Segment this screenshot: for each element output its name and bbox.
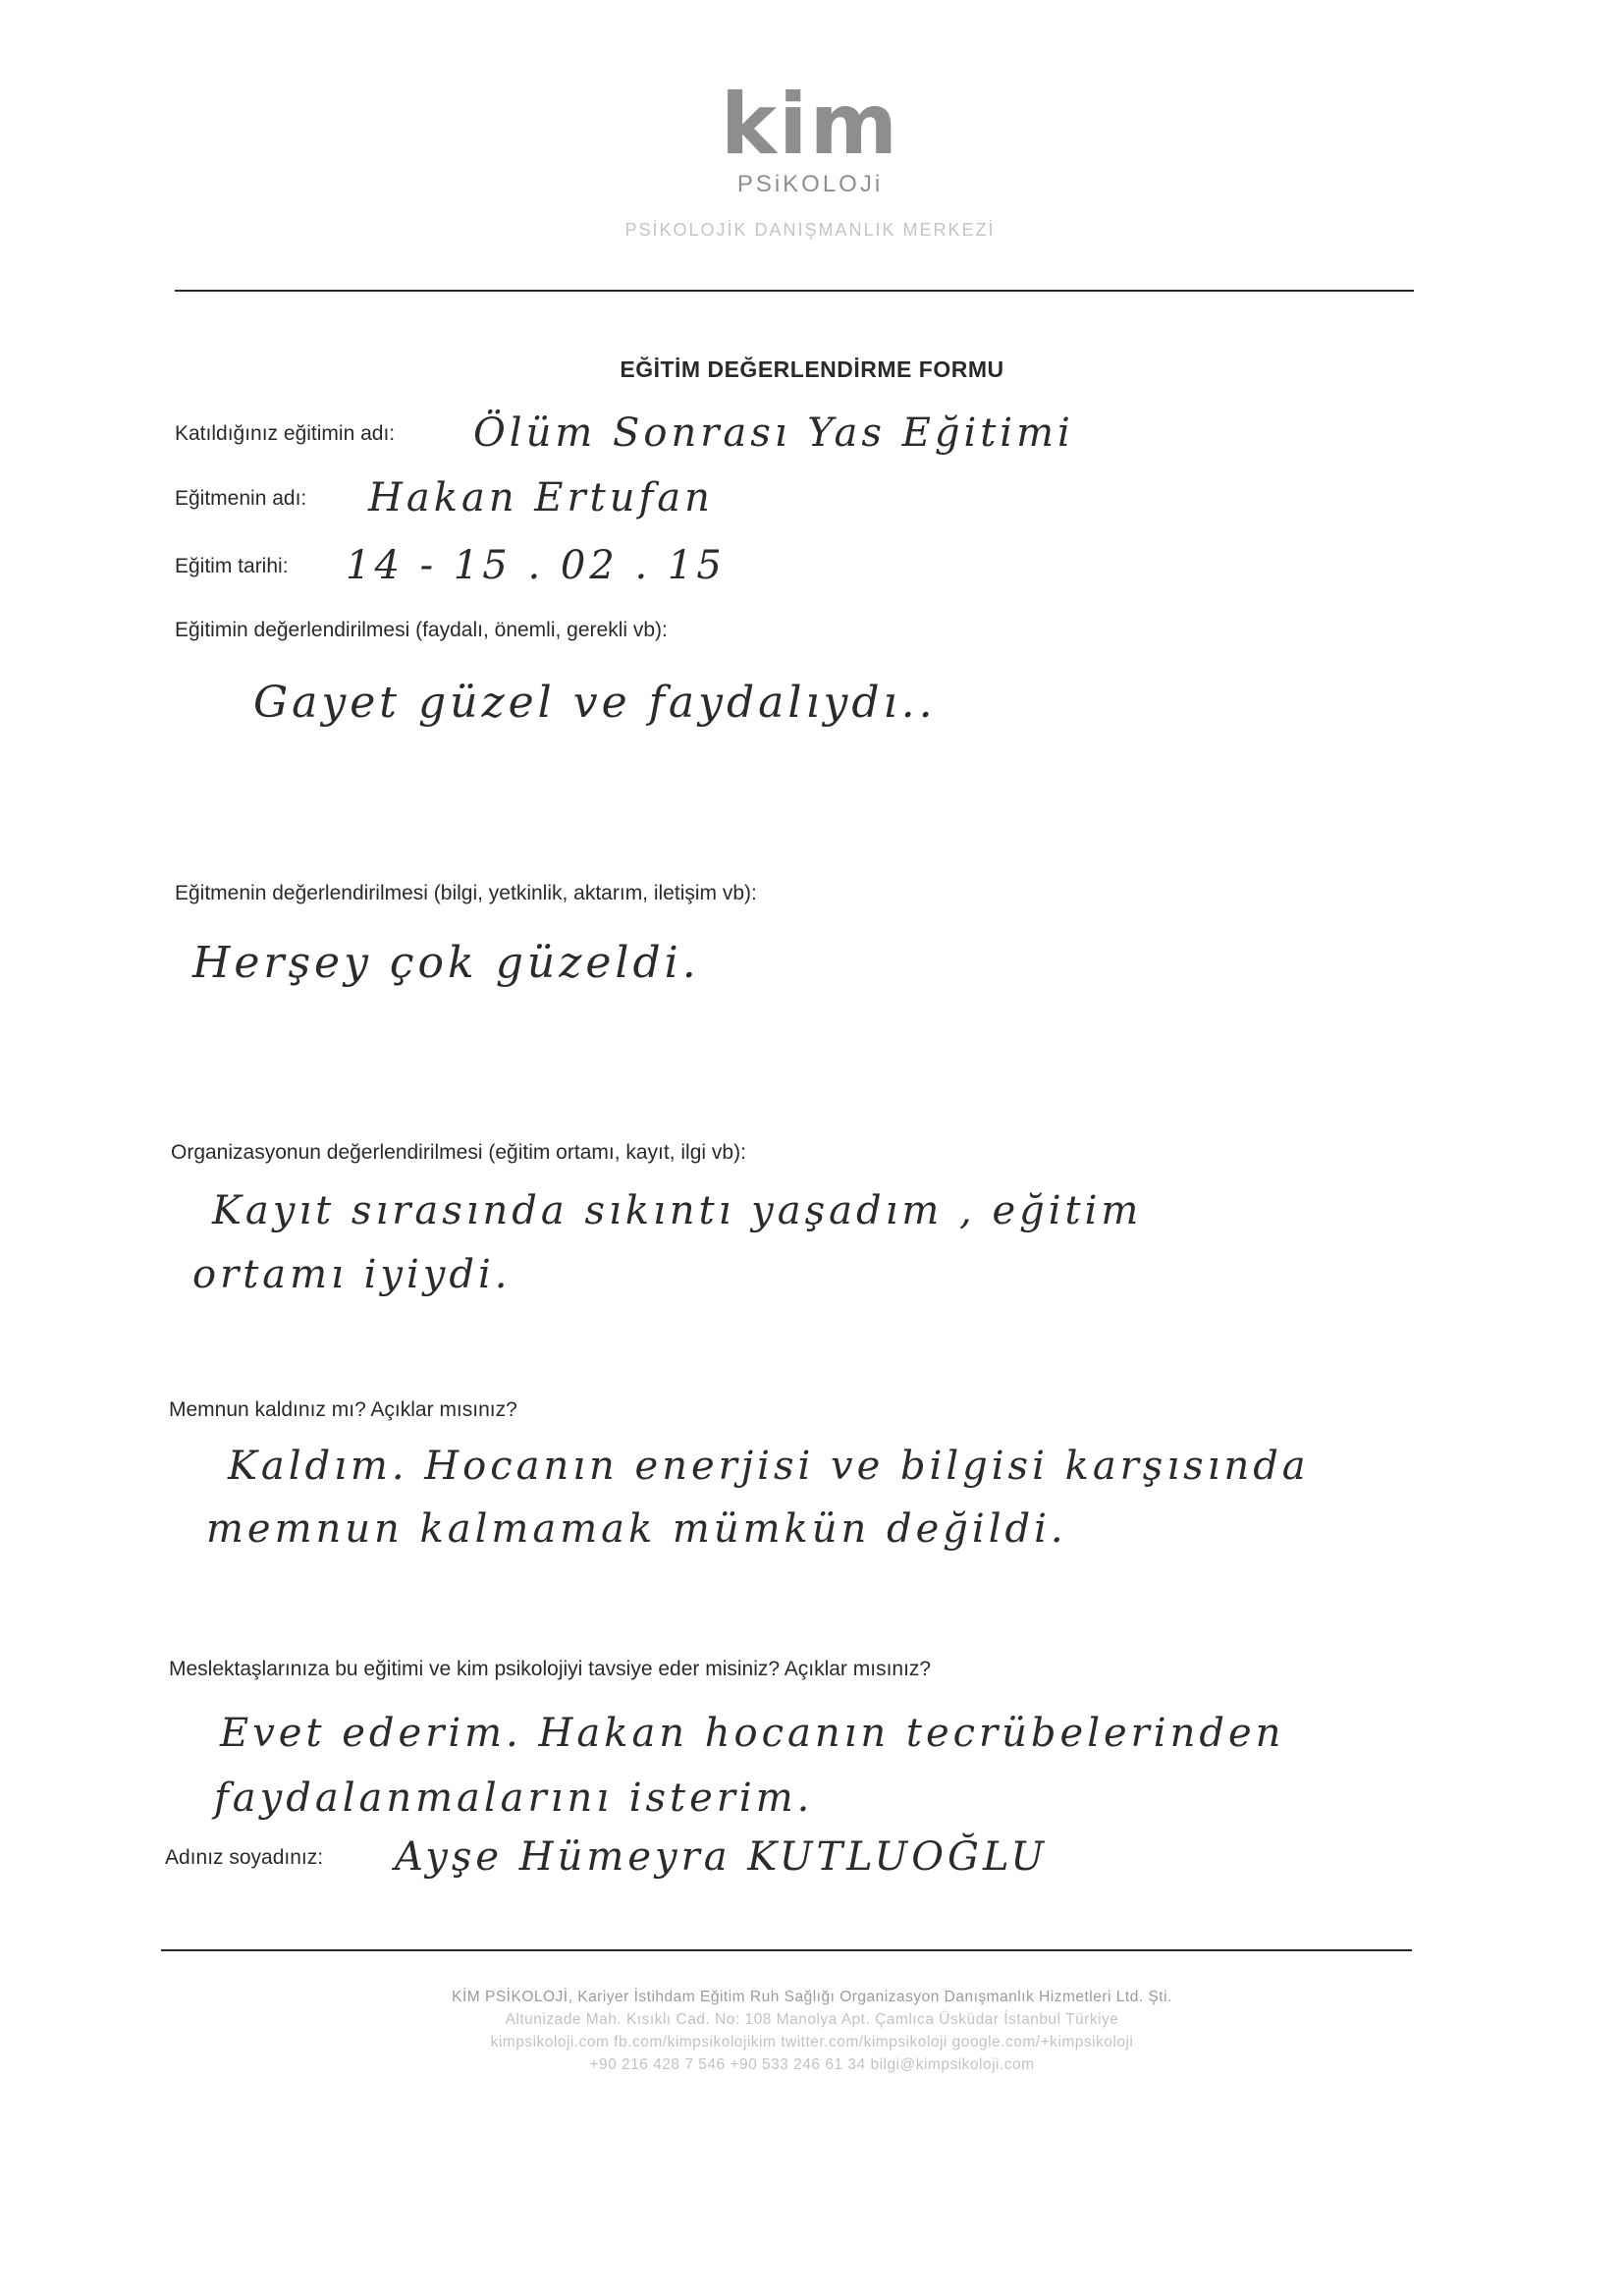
form-title: EĞİTİM DEĞERLENDİRME FORMU [620, 356, 1004, 382]
satisfaction-answer-line-2: memnun kalmamak mümkün değildi. [206, 1506, 1067, 1552]
training-eval-answer: Gayet güzel ve faydalıydı.. [253, 678, 937, 728]
organization-eval-answer-line-2: ortamı iyiydi. [192, 1252, 512, 1297]
training-date-value: 14 - 15 . 02 . 15 [346, 543, 726, 588]
footer-divider [161, 1949, 1412, 1951]
trainer-eval-label: Eğitmenin değerlendirilmesi (bilgi, yetkinlik, aktarım, iletişim vb): [175, 882, 757, 904]
footer-social: kimpsikoloji.com fb.com/kimpsikolojikim twitter.com/kimpsikoloji google.com/+kimpsikoloji [490, 2034, 1134, 2050]
trainer-eval-answer: Herşey çok güzeldi. [192, 938, 700, 988]
recommend-answer-line-1: Evet ederim. Hakan hocanın tecrübelerinden [220, 1711, 1285, 1756]
logo-tagline: PSİKOLOJİK DANIŞMANLIK MERKEZİ [624, 220, 996, 240]
recommend-answer-line-2: faydalanmalarını isterim. [214, 1776, 814, 1821]
participant-name-value: Ayşe Hümeyra KUTLUOĞLU [395, 1834, 1049, 1880]
header-divider [175, 290, 1414, 292]
footer-address: Altunizade Mah. Kısıklı Cad. No: 108 Manolya Apt. Çamlıca Üsküdar İstanbul Türkiye [505, 2011, 1119, 2028]
satisfaction-answer-line-1: Kaldım. Hocanın enerjisi ve bilgisi karşısında [228, 1444, 1310, 1489]
training-date-label: Eğitim tarihi: [175, 555, 289, 577]
organization-eval-label: Organizasyonun değerlendirilmesi (eğitim ortamı, kayıt, ilgi vb): [171, 1141, 746, 1164]
training-name-label: Katıldığınız eğitimin adı: [175, 422, 396, 445]
footer-contact: +90 216 428 7 546 +90 533 246 61 34 bilgi@kimpsikoloji.com [589, 2056, 1035, 2073]
satisfaction-label: Memnun kaldınız mı? Açıklar mısınız? [169, 1398, 517, 1421]
footer-company: KİM PSİKOLOJİ, Kariyer İstihdam Eğitim Ruh Sağlığı Organizasyon Danışmanlık Hizmetleri Ltd. Şti. [452, 1989, 1172, 2005]
header-logo [589, 76, 1031, 241]
logo-mark: kim [720, 76, 900, 174]
training-eval-label: Eğitimin değerlendirilmesi (faydalı, önemli, gerekli vb): [175, 619, 668, 641]
trainer-name-label: Eğitmenin adı: [175, 487, 307, 510]
recommend-label: Meslektaşlarınıza bu eğitimi ve kim psikolojiyi tavsiye eder misiniz? Açıklar mısınız? [169, 1658, 932, 1680]
footer [0, 1986, 1624, 2076]
participant-name-label: Adınız soyadınız: [165, 1846, 324, 1869]
logo-subtitle: PSiKOLOJi [736, 171, 884, 197]
training-name-value: Ölüm Sonrası Yas Eğitimi [473, 410, 1074, 456]
trainer-name-value: Hakan Ertufan [368, 475, 714, 520]
organization-eval-answer-line-1: Kayıt sırasında sıkıntı yaşadım , eğitim [212, 1188, 1143, 1233]
